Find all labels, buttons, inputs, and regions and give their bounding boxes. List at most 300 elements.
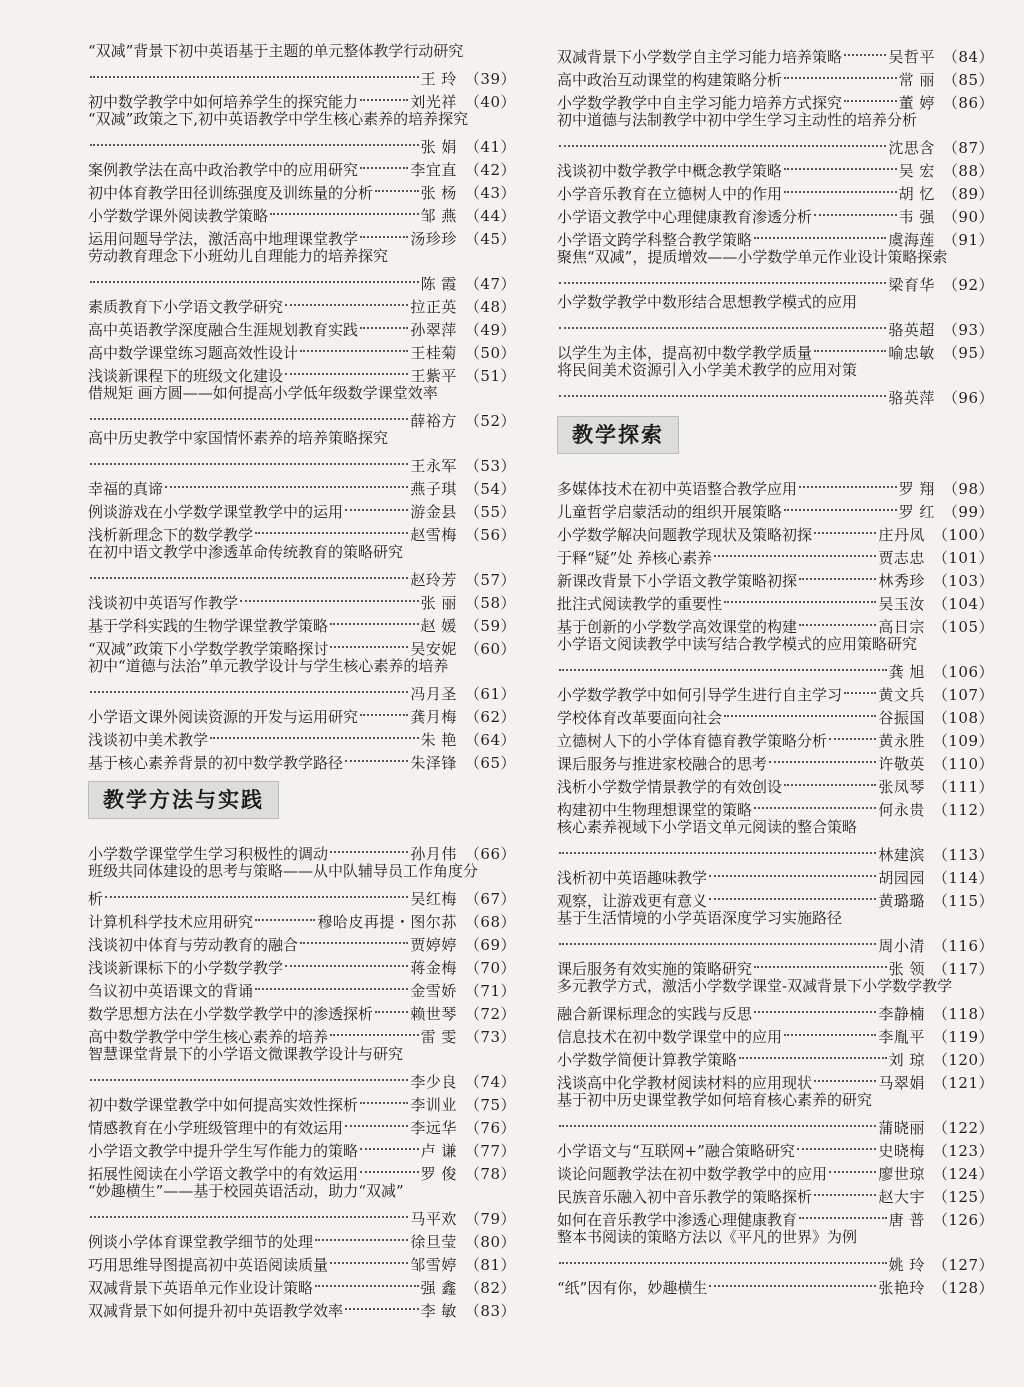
toc-entry-author: 孙月伟 [410, 845, 457, 863]
leader-dots [343, 746, 410, 768]
toc-entry-title: 小学音乐教育在立德树人中的作用 [557, 185, 783, 203]
toc-entry-page: （80） [464, 1233, 516, 1251]
toc-entry-row [557, 1248, 994, 1274]
leader-dots [782, 770, 878, 792]
toc-entry-page: （122） [932, 1119, 994, 1137]
leader-dots [358, 1088, 410, 1110]
toc-entry-page: （99） [942, 503, 994, 521]
leader-dots [842, 40, 888, 62]
toc-entry-page: （124） [932, 1165, 994, 1183]
toc-entry-page: （66） [464, 845, 516, 863]
toc-entry-title: 小学数学教学中数形结合思想教学模式的应用 [557, 293, 858, 311]
toc-entry-title: 巧用思维导图提高初中英语阅读质量 [88, 1256, 329, 1274]
toc-entry-row [557, 472, 994, 498]
toc-entry[interactable] [557, 1134, 994, 1160]
section-heading: 教学方法与实践 [88, 781, 279, 819]
leader-dots [767, 747, 878, 769]
toc-entry-page: （47） [464, 275, 516, 293]
leader-dots [827, 724, 878, 746]
toc-entry-row [88, 677, 516, 703]
toc-entry-page: （88） [942, 162, 994, 180]
toc-entry-author: 吴哲平 [888, 48, 935, 66]
toc-entry[interactable] [557, 1089, 994, 1137]
toc-entry[interactable] [88, 860, 516, 908]
toc-entry-author: 马翠娟 [878, 1074, 925, 1092]
toc-entry-author: 龚 旭 [888, 663, 925, 681]
toc-entry-author: 吴玉汝 [878, 595, 925, 613]
toc-entry-title: 高中历史教学中家国情怀素养的培养策略探究 [88, 429, 389, 447]
toc-entry-page: （45） [464, 230, 516, 248]
toc-entry-row [557, 40, 994, 66]
toc-entry-author: 刘光祥 [410, 93, 457, 111]
toc-entry-title: 信息技术在初中数学课堂中的应用 [557, 1028, 783, 1046]
toc-entry[interactable] [88, 427, 516, 475]
toc-entry-author: 李宜直 [410, 161, 457, 179]
leader-dots [88, 130, 421, 152]
toc-entry-author: 罗 红 [898, 503, 935, 521]
toc-entry-title: 数学思想方法在小学数学教学中的渗透探析 [88, 1005, 374, 1023]
toc-entry-author: 雷 雯 [420, 1028, 457, 1046]
toc-entry-title: 核心素养视域下小学语文单元阅读的整合策略 [557, 818, 858, 836]
leader-dots [707, 1271, 878, 1293]
toc-entry-row [88, 130, 516, 156]
leader-dots [557, 381, 888, 403]
toc-entry-page: （115） [932, 892, 994, 910]
toc-entry-title: 浅析初中英语趣味教学 [557, 869, 708, 887]
toc-entry-author: 黄文兵 [878, 686, 925, 704]
toc-entry-row [557, 929, 994, 955]
toc-entry-page: （50） [464, 344, 516, 362]
toc-entry-author: 贾婷婷 [410, 936, 457, 954]
leader-dots [782, 495, 899, 517]
toc-entry-title: 初中数学课堂教学中如何提高实效性探析 [88, 1096, 359, 1114]
toc-entry[interactable] [557, 975, 994, 1023]
leader-dots [812, 1066, 878, 1088]
toc-entry[interactable] [557, 816, 994, 864]
leader-dots [782, 177, 899, 199]
toc-entry-title: 小学数学简便计算教学策略 [557, 1051, 738, 1069]
toc-entry[interactable] [557, 1226, 994, 1274]
toc-entry-author: 王桂菊 [410, 344, 457, 362]
leader-dots [797, 472, 899, 494]
leader-dots [208, 723, 421, 745]
toc-entry[interactable] [88, 40, 516, 88]
toc-entry-page: （103） [932, 572, 994, 590]
toc-entry-title: 小学数学教学中如何引导学生进行自主学习 [557, 686, 843, 704]
toc-entry-title: 多媒体技术在初中英语整合教学应用 [557, 480, 798, 498]
toc-entry-title: 在初中语文教学中渗透革命传统教育的策略研究 [88, 543, 404, 561]
toc-entry-title: 基于初中历史课堂教学如何培育核心素养的研究 [557, 1091, 873, 1109]
leader-dots [752, 997, 878, 1019]
toc-entry-title: 浅谈初中数学教学中概念教学策略 [557, 162, 783, 180]
toc-entry-page: （52） [464, 412, 516, 430]
leader-dots [328, 632, 410, 654]
leader-dots [88, 449, 410, 471]
toc-entry-page: （65） [464, 754, 516, 772]
toc-entry-title: 借规矩 画方圆——如何提高小学低年级数学课堂效率 [88, 384, 438, 402]
toc-entry-page: （114） [932, 869, 994, 887]
toc-entry-page: （67） [464, 890, 516, 908]
toc-entry-author: 李静楠 [878, 1005, 925, 1023]
toc-entry-page: （126） [932, 1211, 994, 1229]
toc-entry-page: （41） [464, 138, 516, 156]
leader-dots [163, 472, 410, 494]
toc-entry-page: （58） [464, 594, 516, 612]
leader-dots [283, 359, 410, 381]
toc-entry-page: （101） [932, 549, 994, 567]
toc-entry-page: （55） [464, 503, 516, 521]
toc-entry-page: （83） [464, 1302, 516, 1320]
toc-entry-title: “妙趣横生”——基于校园英语活动，助力“双减” [88, 1182, 404, 1200]
leader-dots [358, 1134, 421, 1156]
right-column [557, 40, 994, 1297]
toc-entry-page: （104） [932, 595, 994, 613]
toc-entry-author: 赖世琴 [410, 1005, 457, 1023]
toc-entry-page: （79） [464, 1210, 516, 1228]
toc-entry-title: 学校体育改革要面向社会 [557, 709, 723, 727]
toc-entry[interactable] [557, 472, 994, 498]
leader-dots [328, 1248, 410, 1270]
leader-dots [103, 882, 410, 904]
toc-entry[interactable] [88, 541, 516, 589]
toc-entry-title: 整本书阅读的策略方法以《平凡的世界》为例 [557, 1228, 858, 1246]
toc-entry-author: 李少良 [410, 1073, 457, 1091]
toc-entry-author: 姚 玲 [888, 1256, 925, 1274]
toc-entry-title: 新课改背景下小学语文教学策略初探 [557, 572, 798, 590]
leader-dots [268, 199, 421, 221]
toc-entry-title: 幸福的真谛 [88, 480, 164, 498]
toc-entry-title-line: 班级共同体建设的思考与策略——从中队辅导员工作角度分 [88, 862, 479, 880]
toc-entry-title: 浅谈初中体育与劳动教育的融合 [88, 936, 299, 954]
toc-entry[interactable] [557, 359, 994, 407]
toc-entry-row [557, 1111, 994, 1137]
toc-entry-title: 于释“疑”处 养核心素养 [557, 549, 713, 567]
toc-entry-page: （117） [932, 960, 994, 978]
toc-entry-page: （127） [932, 1256, 994, 1274]
leader-dots [88, 267, 421, 289]
section-heading: 教学探索 [557, 416, 679, 454]
toc-entry-author: 李 敏 [420, 1302, 457, 1320]
toc-entry-page: （112） [932, 801, 994, 819]
toc-entry-author: 金雪娇 [410, 982, 457, 1000]
toc-entry-title: 初中体育教学田径训练强度及训练量的分析 [88, 184, 374, 202]
leader-dots [313, 1271, 421, 1293]
toc-entry-author: 孙翠萍 [410, 321, 457, 339]
toc-entry-title: 构建初中生物理想课堂的策略 [557, 801, 753, 819]
toc-entry-page: （106） [932, 663, 994, 681]
toc-entry-page: （60） [464, 640, 516, 658]
leader-dots [752, 793, 878, 815]
toc-entry-row [88, 837, 516, 863]
toc-entry-page: （84） [942, 48, 994, 66]
toc-entry-title: 高中数学教学中学生核心素养的培养 [88, 1028, 329, 1046]
toc-entry-page: （118） [932, 1005, 994, 1023]
toc-entry-author: 强 鑫 [420, 1279, 457, 1297]
toc-entry-page: （62） [464, 708, 516, 726]
toc-entry-author: 张 杨 [420, 184, 457, 202]
toc-entry-title: 立德树人下的小学体育德育教学策略分析 [557, 732, 828, 750]
toc-entry-title: 双减背景下英语单元作业设计策略 [88, 1279, 314, 1297]
toc-entry-page: （113） [932, 846, 994, 864]
toc-entry-page: （81） [464, 1256, 516, 1274]
leader-dots [88, 404, 410, 426]
section-row [557, 404, 994, 472]
leader-dots [752, 223, 888, 245]
leader-dots [722, 701, 878, 723]
toc-entry-page: （39） [464, 70, 516, 88]
leader-dots [88, 1065, 410, 1087]
toc-entry-row [88, 882, 516, 908]
toc-entry-title: “双减”背景下初中英语基于主题的单元整体教学行动研究 [88, 42, 464, 60]
toc-entry-page: （86） [942, 94, 994, 112]
toc-entry-row [88, 1065, 516, 1091]
toc-entry-title: 批注式阅读教学的重要性 [557, 595, 723, 613]
toc-entry-row [557, 838, 994, 864]
toc-entry-title: 聚焦“双减”，提质增效——小学数学单元作业设计策略探索 [557, 248, 948, 266]
left-column [88, 40, 516, 1320]
leader-dots [795, 1134, 878, 1156]
toc-entry-author: 唐 普 [888, 1211, 925, 1229]
toc-entry-page: （105） [932, 618, 994, 636]
leader-dots [88, 563, 410, 585]
toc-entry-row [557, 678, 994, 704]
toc-entry-row [88, 1202, 516, 1228]
toc-entry[interactable] [557, 861, 994, 887]
toc-entry-title: 小学数学课堂学生学习积极性的调动 [88, 845, 329, 863]
leader-dots [842, 678, 878, 700]
toc-entry-author: 吴红梅 [410, 890, 457, 908]
leader-dots [343, 1294, 421, 1316]
toc-entry-author: 蒋金梅 [410, 959, 457, 977]
toc-entry-title-line: 多元教学方式，激活小学数学课堂-双减背景下小学数学教学 [557, 977, 953, 995]
toc-entry-page: （109） [932, 732, 994, 750]
toc-entry-title: 基于核心素养背景的初中数学教学路径 [88, 754, 344, 772]
toc-entry-page: （89） [942, 185, 994, 203]
toc-entry-title: 将民间美术资源引入小学美术教学的应用对策 [557, 361, 858, 379]
toc-entry-author: 喻忠敏 [888, 344, 935, 362]
toc-entry-page: （92） [942, 276, 994, 294]
toc-entry-page: （87） [942, 139, 994, 157]
toc-entry-title: 儿童哲学启蒙活动的组织开展策略 [557, 503, 783, 521]
toc-entry-title: 智慧课堂背景下的小学语文微课教学设计与研究 [88, 1045, 404, 1063]
leader-dots [812, 200, 899, 222]
toc-entry-title: 劳动教育理念下小班幼儿自理能力的培养探究 [88, 247, 389, 265]
leader-dots [253, 974, 410, 996]
toc-entry[interactable] [88, 1180, 516, 1228]
toc-entry-row [557, 131, 994, 157]
toc-entry-title-cont: 融合新课标理念的实践与反思 [557, 1005, 753, 1023]
leader-dots [238, 586, 421, 608]
toc-entry-title: 初中“道德与法治”单元教学设计与学生核心素养的培养 [88, 657, 449, 675]
toc-entry-title: 小学语文教学中提升学生写作能力的策略 [88, 1142, 359, 1160]
toc-entry-title: 高中政治互动课堂的构建策略分析 [557, 71, 783, 89]
toc-entry-page: （77） [464, 1142, 516, 1160]
leader-dots [328, 837, 410, 859]
leader-dots [358, 85, 410, 107]
toc-entry-page: （108） [932, 709, 994, 727]
toc-entry-author: 何永贵 [878, 801, 925, 819]
toc-entry-author: 李远华 [410, 1119, 457, 1137]
toc-entry-title: 素质教育下小学语文教学研究 [88, 298, 284, 316]
toc-entry-author: 黄璐璐 [878, 892, 925, 910]
toc-entry-page: （82） [464, 1279, 516, 1297]
toc-entry-row [557, 1134, 994, 1160]
toc-entry-title: 小学数学解决问题教学现状及策略初探 [557, 526, 813, 544]
toc-entry-page: （128） [932, 1279, 994, 1297]
toc-entry[interactable] [88, 245, 516, 293]
toc-entry[interactable] [88, 655, 516, 703]
toc-entry-page: （119） [932, 1028, 994, 1046]
leader-dots [557, 1111, 878, 1133]
toc-entry-author: 龚月梅 [410, 708, 457, 726]
toc-entry-title: 案例教学法在高中政治教学中的应用研究 [88, 161, 359, 179]
leader-dots [358, 313, 410, 335]
toc-entry[interactable] [557, 678, 994, 704]
toc-entry-author: 徐旦莹 [410, 1233, 457, 1251]
toc-entry-title: 计算机科学技术应用研究 [88, 913, 254, 931]
toc-entry-author: 谷振国 [878, 709, 925, 727]
toc-entry-row [557, 268, 994, 294]
toc-entry-page: （110） [932, 755, 994, 773]
leader-dots [298, 336, 410, 358]
leader-dots [298, 928, 410, 950]
toc-entry-author: 胡 忆 [898, 185, 935, 203]
toc-entry[interactable] [88, 837, 516, 863]
toc-entry[interactable] [557, 633, 994, 681]
leader-dots [842, 86, 899, 108]
toc-entry-page: （100） [932, 526, 994, 544]
leader-dots [827, 1157, 878, 1179]
toc-entry-title: 运用问题导学法，激活高中地理课堂教学 [88, 230, 359, 248]
toc-entry[interactable] [557, 1271, 994, 1297]
toc-entry-author: 张艳玲 [878, 1279, 925, 1297]
toc-entry-page: （70） [464, 959, 516, 977]
leader-dots [557, 1248, 889, 1270]
leader-dots [707, 884, 878, 906]
toc-entry[interactable] [88, 108, 516, 156]
leader-dots [283, 951, 410, 973]
toc-entry-author: 蒲晓丽 [878, 1119, 925, 1137]
toc-entry-page: （54） [464, 480, 516, 498]
toc-entry-title: 拓展性阅读在小学语文教学中的有效运用 [88, 1165, 359, 1183]
toc-entry-page: （61） [464, 685, 516, 703]
toc-entry-title: 小学语文课外阅读资源的开发与运用研究 [88, 708, 359, 726]
toc-entry-author: 林建滨 [878, 846, 925, 864]
toc-entry-page: （72） [464, 1005, 516, 1023]
toc-entry-row [88, 449, 516, 475]
leader-dots [557, 131, 888, 153]
toc-entry[interactable] [557, 291, 994, 339]
toc-entry-page: （95） [942, 344, 994, 362]
toc-entry[interactable] [557, 40, 994, 66]
toc-entry-title: 小学语文跨学科整合教学策略 [557, 231, 753, 249]
toc-entry-page: （42） [464, 161, 516, 179]
leader-dots [782, 154, 899, 176]
toc-entry-title: 基于生活情境的小学英语深度学习实施路径 [557, 909, 843, 927]
toc-entry-title: 浅析小学数学情景教学的有效创设 [557, 778, 783, 796]
toc-entry-page: （43） [464, 184, 516, 202]
toc-entry-author: 张 领 [888, 960, 925, 978]
toc-entry-page: （64） [464, 731, 516, 749]
leader-dots [557, 313, 888, 335]
toc-entry[interactable] [557, 109, 994, 157]
leader-dots [328, 1020, 421, 1042]
toc-entry-author: 庄丹凤 [878, 526, 925, 544]
toc-entry-author: 廖世琼 [878, 1165, 925, 1183]
toc-entry-page: （91） [942, 231, 994, 249]
toc-entry-title: 高中数学课堂练习题高效性设计 [88, 344, 299, 362]
toc-entry[interactable] [88, 382, 516, 430]
toc-entry-page: （111） [932, 778, 994, 796]
leader-dots [722, 587, 878, 609]
leader-dots [358, 700, 410, 722]
toc-entry-page: （116） [932, 937, 994, 955]
toc-entry-author: 汤珍珍 [410, 230, 457, 248]
leader-dots [343, 495, 410, 517]
toc-entry-author: 陈 霞 [420, 275, 457, 293]
toc-entry-title: “纸”因有你，妙趣横生 [557, 1279, 708, 1297]
toc-entry-title: 例谈游戏在小学数学课堂教学中的运用 [88, 503, 344, 521]
toc-entry-row [557, 861, 994, 887]
toc-entry[interactable] [557, 246, 994, 294]
toc-entry-author: 史晓梅 [878, 1142, 925, 1160]
toc-entry-author: 董 婷 [898, 94, 935, 112]
toc-entry-title: 民族音乐融入初中音乐教学的策略探析 [557, 1188, 813, 1206]
toc-entry-row [557, 1271, 994, 1297]
toc-entry[interactable] [557, 907, 994, 955]
leader-dots [557, 838, 878, 860]
toc-entry-page: （51） [464, 367, 516, 385]
toc-entry-author: 黄永胜 [878, 732, 925, 750]
toc-entry-author: 王永军 [410, 457, 457, 475]
toc-entry-page: （57） [464, 571, 516, 589]
toc-entry-author: 李训业 [410, 1096, 457, 1114]
toc-entry-author: 穆哈皮再提・图尔荪 [317, 913, 457, 931]
toc-entry-author: 马平欢 [410, 1210, 457, 1228]
toc-entry-page: （96） [942, 389, 994, 407]
toc-entry-title: 基于学科实践的生物学课堂教学策略 [88, 617, 329, 635]
toc-entry-author: 赵玲芳 [410, 571, 457, 589]
toc-entry-page: （78） [464, 1165, 516, 1183]
toc-entry-author: 刘 琼 [888, 1051, 925, 1069]
toc-entry-author: 薛裕方 [410, 412, 457, 430]
toc-entry-author: 张凤琴 [878, 778, 925, 796]
toc-entry-author: 胡园园 [878, 869, 925, 887]
leader-dots [797, 610, 878, 632]
toc-entry-page: （76） [464, 1119, 516, 1137]
toc-entry-author: 韦 强 [898, 208, 935, 226]
toc-entry-page: （56） [464, 526, 516, 544]
toc-entry-title: 观察，让游戏更有意义 [557, 892, 708, 910]
leader-dots [313, 1225, 410, 1247]
toc-entry-title: 小学数学课外阅读教学策略 [88, 207, 269, 225]
toc-entry-author: 赵 媛 [420, 617, 457, 635]
toc-entry-title: 高中英语教学深度融合生涯规划教育实践 [88, 321, 359, 339]
leader-dots [752, 952, 889, 974]
toc-entry-row [557, 997, 994, 1023]
toc-entry-title: 初中道德与法制教学中初中学生学习主动性的培养分析 [557, 111, 918, 129]
toc-entry-author: 骆英超 [888, 321, 935, 339]
toc-entry-title: 浅谈新课程下的班级文化建设 [88, 367, 284, 385]
toc-entry-author: 许敬英 [878, 755, 925, 773]
toc-entry-page: （125） [932, 1188, 994, 1206]
toc-entry-author: 卢 谦 [420, 1142, 457, 1160]
toc-entry-author: 赵大宇 [878, 1188, 925, 1206]
toc-entry-author: 罗 俊 [420, 1165, 457, 1183]
toc-entry[interactable] [88, 1043, 516, 1091]
toc-entry-title: 浅析新理念下的数学教学 [88, 526, 254, 544]
toc-entry[interactable] [557, 952, 994, 978]
